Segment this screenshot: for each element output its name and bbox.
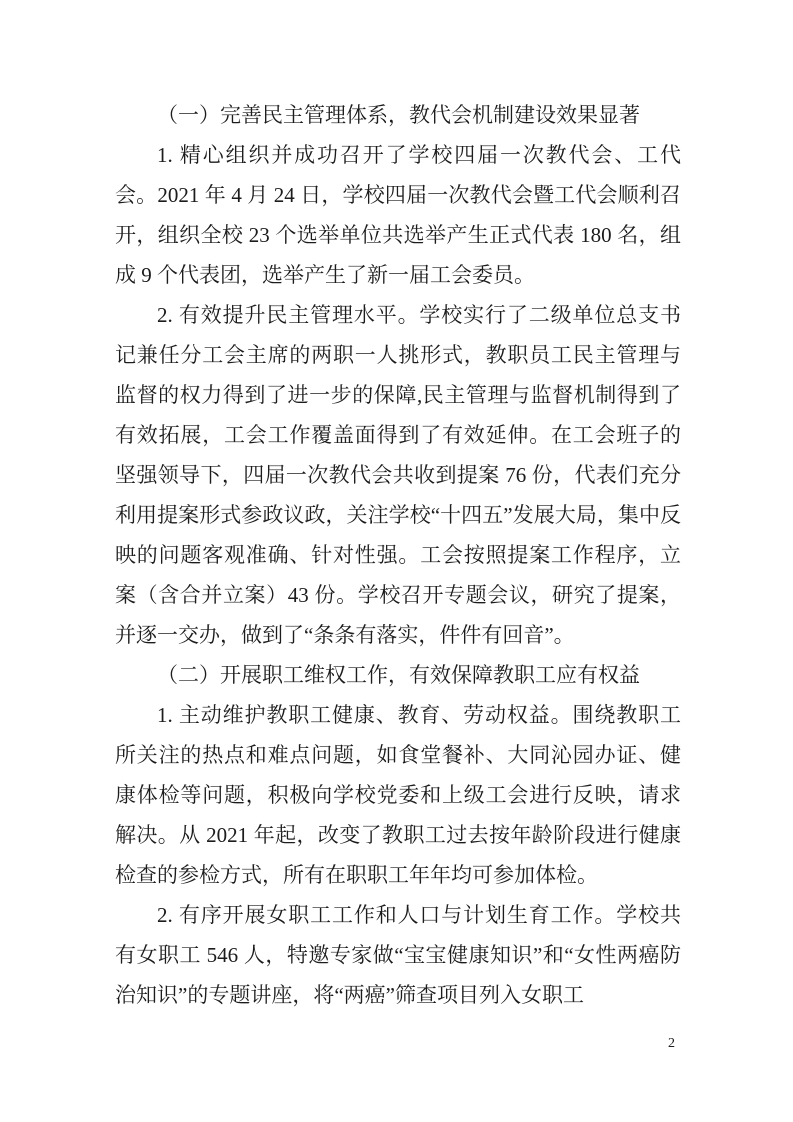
body-paragraph-4: 2. 有序开展女职工工作和人口与计划生育工作。学校共有女职工 546 人，特邀专家做“宝宝健康知识”和“女性两癌防治知识”的专题讲座，将“两癌”筛查项目列入女职工 <box>115 903 681 1007</box>
section-heading-2: （二）开展职工维权工作，有效保障教职工应有权益 <box>157 663 640 687</box>
document-body <box>115 95 681 1015</box>
page-number: 2 <box>668 1036 675 1051</box>
section-heading-1: （一）完善民主管理体系，教代会机制建设效果显著 <box>157 103 640 127</box>
body-paragraph-2: 2. 有效提升民主管理水平。学校实行了二级单位总支书记兼任分工会主席的两职一人挑形式，教职员工民主管理与监督的权力得到了进一步的保障,民主管理与监督机制得到了有效拓展，工会工作覆盖面得到了有效延伸。在工会班子的坚强领导下，四届一次教代会共收到提案 76 份，代表们充分利用提案形式参政议政，关注学校“十四五”发展大局，集中反映的问题客观准确、针对性强。工会按照提案工作程序，立案（含合并立案）43 份。学校召开专题会议，研究了提案，并逐一交办，做到了“条条有落实，件件有回音”。 <box>115 303 681 647</box>
body-paragraph-1: 1. 精心组织并成功召开了学校四届一次教代会、工代会。2021 年 4 月 24 日，学校四届一次教代会暨工代会顺利召开，组织全校 23 个选举单位共选举产生正式代表 180 名，组成 9 个代表团，选举产生了新一届工会委员。 <box>115 143 681 287</box>
body-paragraph-3: 1. 主动维护教职工健康、教育、劳动权益。围绕教职工所关注的热点和难点问题，如食堂餐补、大同沁园办证、健康体检等问题，积极向学校党委和上级工会进行反映，请求解决。从 2021 年起，改变了教职工过去按年龄阶段进行健康检查的参检方式，所有在职职工年年均可参加体检。 <box>115 703 681 887</box>
